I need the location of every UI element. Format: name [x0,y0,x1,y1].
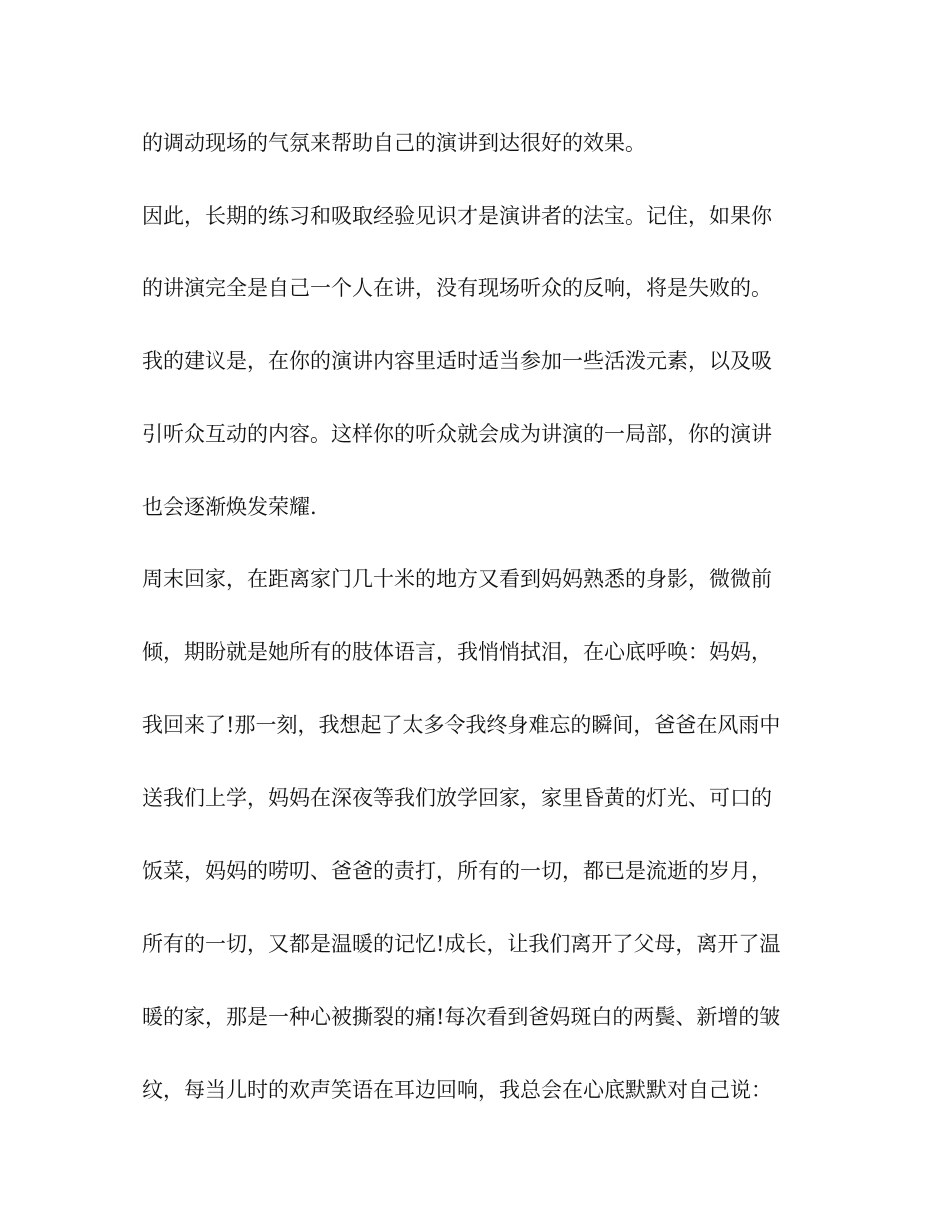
text-line: 的调动现场的气氛来帮助自己的演讲到达很好的效果。 [142,131,646,155]
text-line: 纹，每当儿时的欢声笑语在耳边回响，我总会在心底默默对自己说： [142,1078,772,1102]
text-line: 引听众互动的内容。这样你的听众就会成为讲演的一局部，你的演讲 [142,422,772,446]
text-line: 饭菜，妈妈的唠叨、爸爸的责打，所有的一切，都已是流逝的岁月， [142,859,772,883]
text-line: 因此，长期的练习和吸取经验见识才是演讲者的法宝。记住，如果你 [142,204,772,228]
text-line: 周末回家，在距离家门几十米的地方又看到妈妈熟悉的身影，微微前 [142,567,772,591]
text-line: 我回来了!那一刻，我想起了太多令我终身难忘的瞬间，爸爸在风雨中 [142,713,781,737]
text-line: 所有的一切，又都是温暖的记忆!成长，让我们离开了父母，离开了温 [142,932,781,956]
text-line: 送我们上学，妈妈在深夜等我们放学回家，家里昏黄的灯光、可口的 [142,786,772,810]
text-line: 倾，期盼就是她所有的肢体语言，我悄悄拭泪，在心底呼唤：妈妈， [142,640,772,664]
text-line: 的讲演完全是自己一个人在讲，没有现场听众的反响，将是失败的。 [142,276,772,300]
text-line: 我的建议是，在你的演讲内容里适时适当参加一些活泼元素，以及吸 [142,349,772,373]
text-line: 也会逐渐焕发荣耀. [142,495,317,519]
text-line: 暖的家，那是一种心被撕裂的痛!每次看到爸妈斑白的两鬓、新增的皱 [142,1005,781,1029]
